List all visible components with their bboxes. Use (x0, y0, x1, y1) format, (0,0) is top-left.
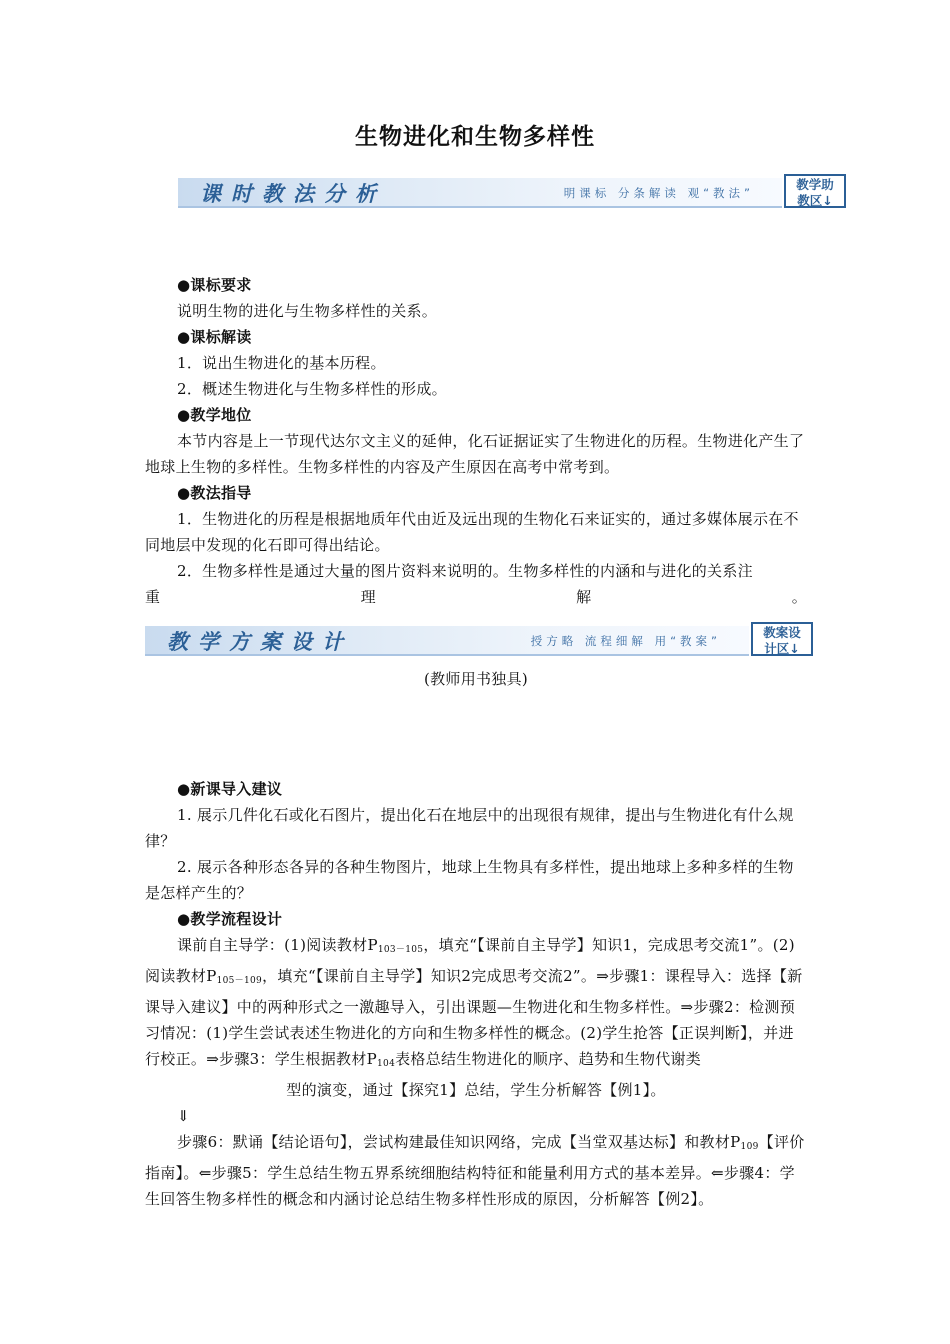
heading-new-lesson-intro: ●新课导入建议 (177, 780, 283, 798)
banner-box-line2: 教区↓ (797, 193, 833, 208)
banner-box-line2: 计区↓ (764, 641, 800, 656)
paragraph: 1．生物进化的历程是根据地质年代由近及远出现的生物化石来证实的，通过多媒体展示在不同地层中发现的化石即可得出结论。 (145, 510, 799, 554)
banner-bar (178, 178, 782, 208)
paragraph: 本节内容是上一节现代达尔文主义的延伸，化石证据证实了生物进化的历程。生物进化产生了地球上生物的多样性。生物多样性的内容及产生原因在高考中常考到。 (145, 432, 805, 476)
section-banner-lesson-design (145, 622, 815, 658)
section-teaching-analysis (145, 272, 807, 610)
section-banner-teaching-analysis (178, 174, 848, 210)
flow-text: 步骤6：默诵【结论语句】，尝试构建最佳知识网络，完成【当堂双基达标】和教材P (177, 1133, 741, 1151)
banner-subtitle: 授方略 流程细解 用“教案” (530, 634, 721, 648)
list-item: 2. 展示各种形态各异的各种生物图片，地球上生物具有多样性，提出地球上多种多样的生物是怎样产生的？ (145, 858, 794, 902)
banner-box-line1: 教学助 (796, 177, 834, 192)
paragraph-continuation: 重理解。 (145, 588, 807, 606)
list-item: 2．概述生物进化与生物多样性的形成。 (177, 380, 447, 398)
down-arrow: ⇓ (177, 1107, 190, 1125)
page-range: 105－109 (216, 976, 263, 986)
heading-curriculum-interpretation: ●课标解读 (177, 328, 252, 346)
page-title: 生物进化和生物多样性 (355, 124, 595, 150)
page-number: 109 (740, 1142, 759, 1152)
list-item: 1．说出生物进化的基本历程。 (177, 354, 386, 372)
banner-title: 课时教法分析 (200, 181, 386, 206)
page-number: 104 (377, 1059, 396, 1069)
paragraph: 2．生物多样性是通过大量的图片资料来说明的。生物多样性的内涵和与进化的关系注 (177, 562, 753, 580)
banner-box (751, 622, 813, 656)
list-item: 1. 展示几件化石或化石图片，提出化石在地层中的出现很有规律，提出与生物进化有什么规律？ (145, 806, 794, 850)
flow-line: 型的演变，通过【探究1】总结，学生分析解答【例1】。 (286, 1081, 666, 1099)
flow-text: ，填充“【课前自主导学】知识2完成思考交流2”。⇒步骤1：课程导入：选择【新课导入建议】中的两种形式之一激趣导入，引出课题—生物进化和生物多样性。⇒步骤2：检测预习情况：(1)学生尝试表述生物进化的方向和生物多样性的概念。(2)学生抢答【正误判断】，并进行校正。⇒步骤3：学生根据教材P (145, 967, 803, 1068)
teacher-only-note: (教师用书独具) (423, 670, 529, 688)
heading-curriculum-requirement: ●课标要求 (177, 276, 252, 294)
banner-subtitle: 明课标 分条解读 观“教法” (563, 186, 754, 200)
flow-paragraph (145, 932, 807, 1077)
flow-text: 【评价指南】。⇐步骤5：学生总结生物五界系统细胞结构特征和能量利用方式的基本差异。⇐步骤4：学生回答生物多样性的概念和内涵讨论总结生物多样性形成的原因，分析解答【例2】。 (145, 1133, 805, 1208)
flow-text: ，填充“【课前自主导学】知识1，完成思考交流1”。(2)阅读教材P (145, 936, 795, 985)
section-lesson-design (145, 776, 807, 1212)
banner-box (784, 174, 846, 208)
paragraph: 说明生物的进化与生物多样性的关系。 (177, 302, 438, 320)
flow-paragraph (145, 1129, 807, 1212)
banner-title: 教学方案设计 (167, 629, 353, 654)
flow-text: 课前自主导学：(1)阅读教材P (177, 936, 378, 954)
heading-teaching-flow: ●教学流程设计 (177, 910, 283, 928)
flow-text: 表格总结生物进化的顺序、趋势和生物代谢类 (395, 1050, 702, 1068)
heading-teaching-guidance: ●教法指导 (177, 484, 252, 502)
banner-box-line1: 教案设 (763, 625, 801, 640)
heading-teaching-position: ●教学地位 (177, 406, 252, 424)
page-range: 103－105 (377, 945, 424, 955)
banner-bar (145, 626, 749, 656)
